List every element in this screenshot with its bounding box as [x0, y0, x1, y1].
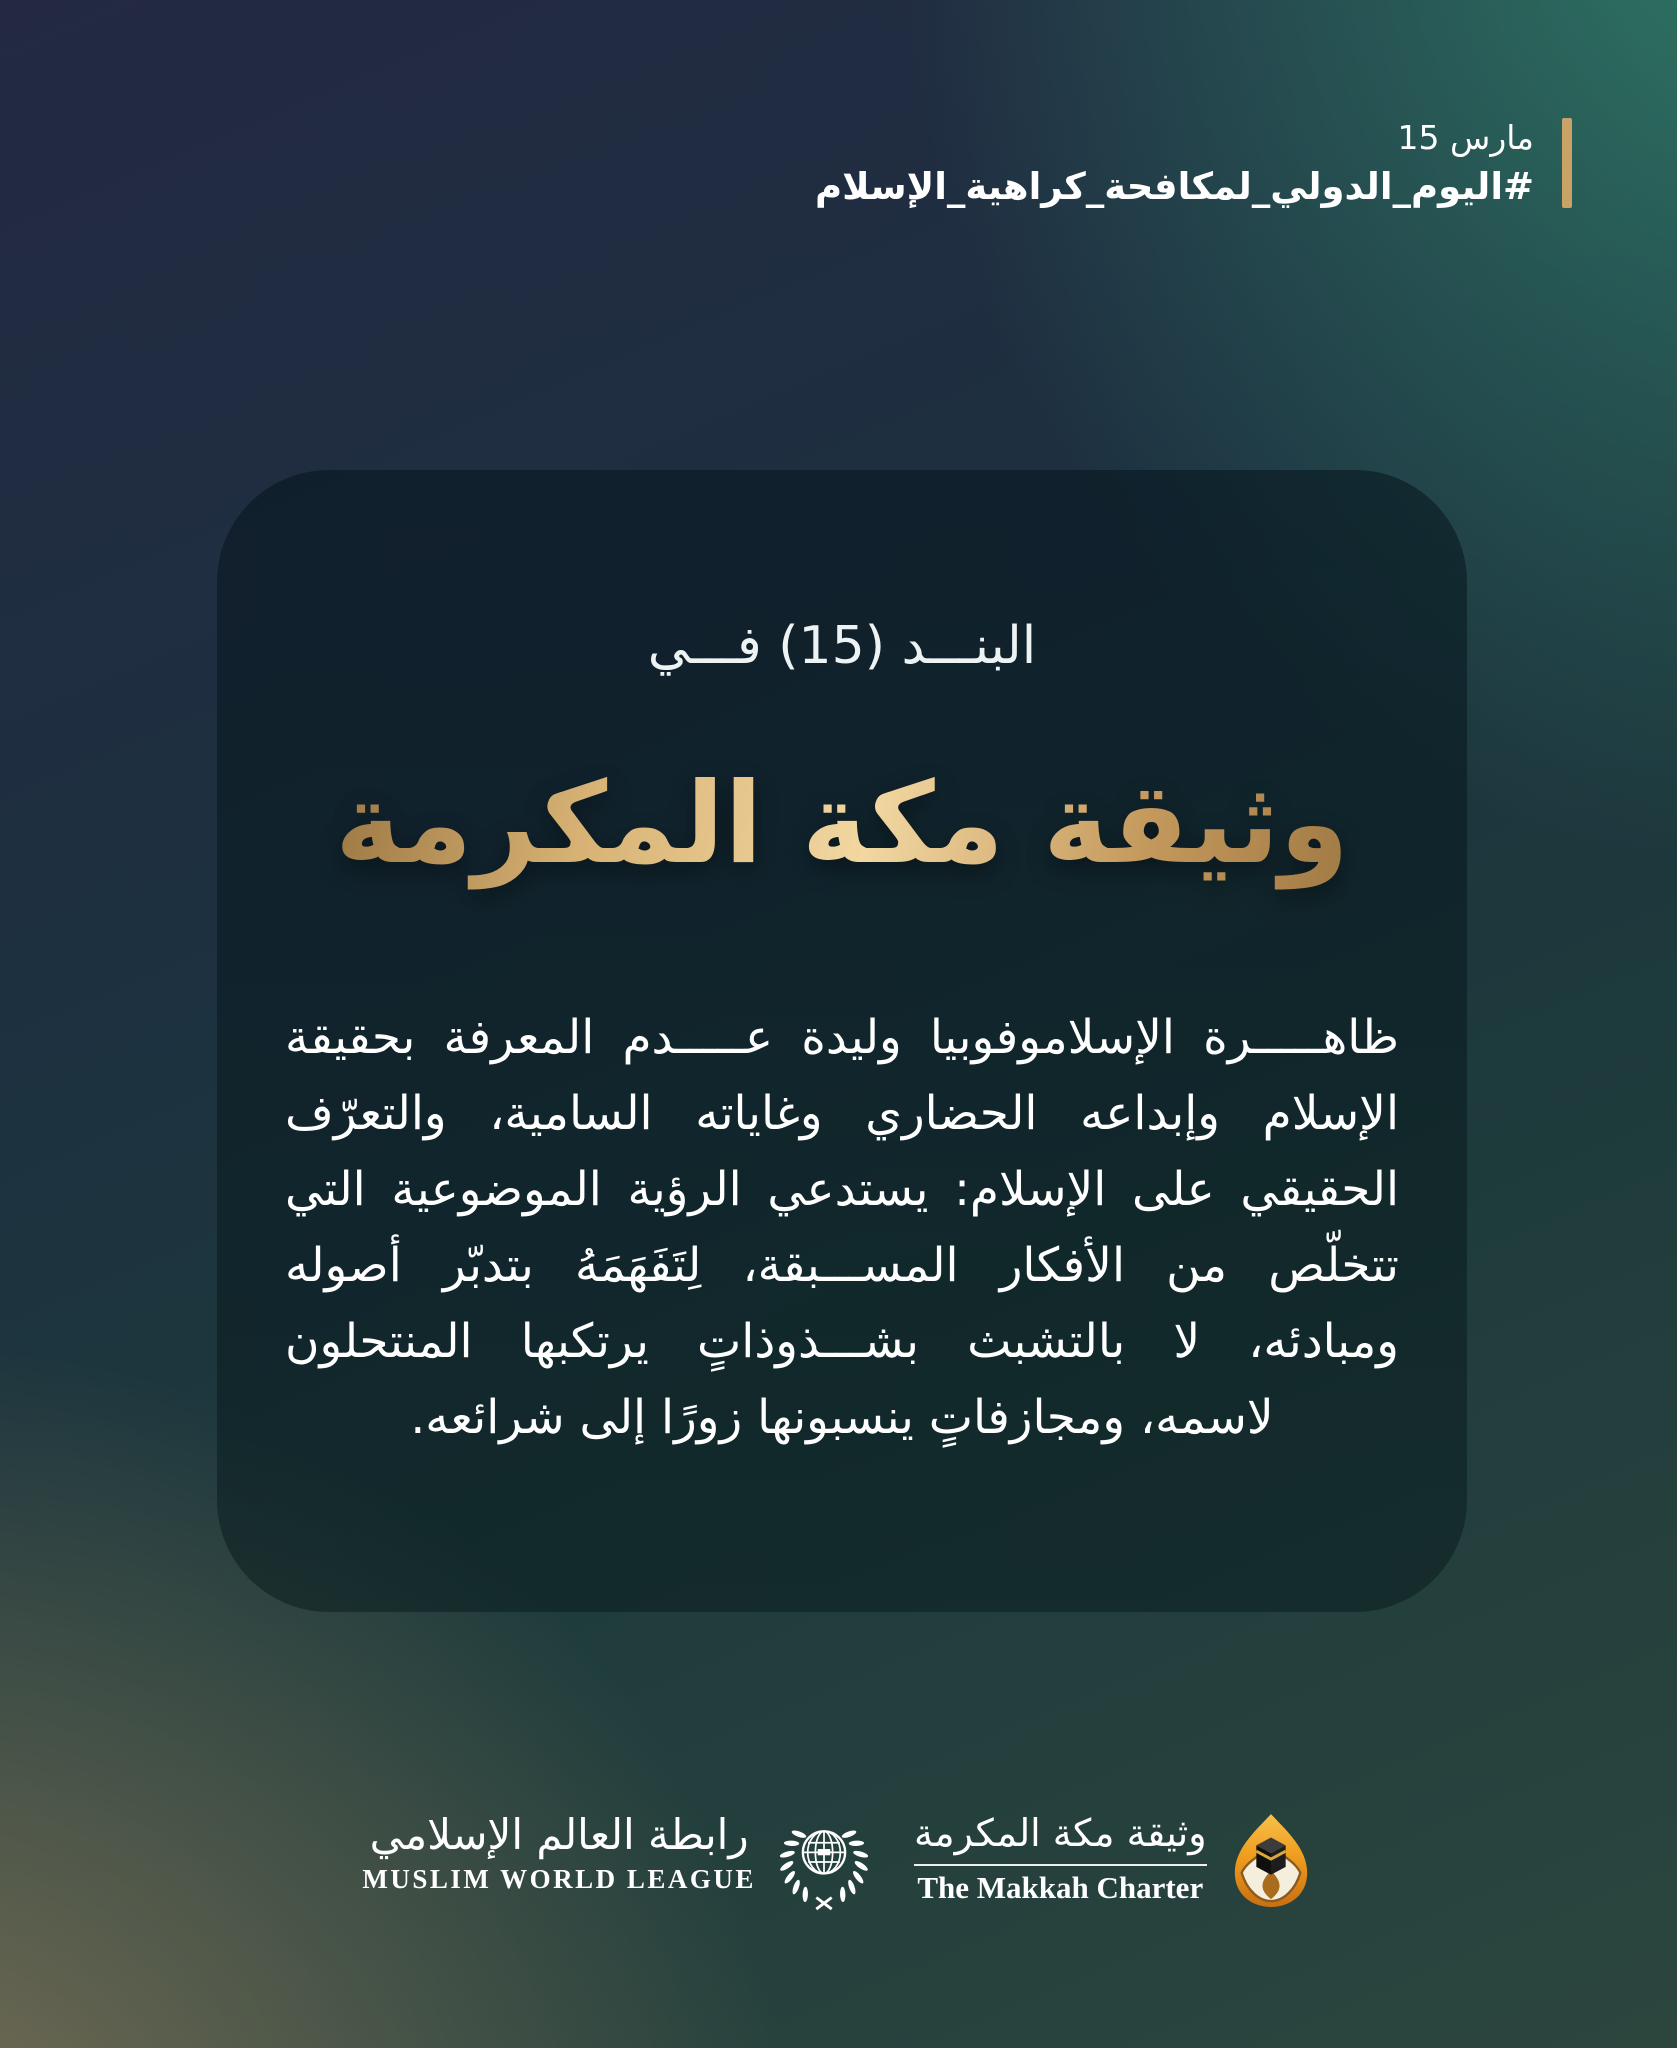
- mwl-english-name: MUSLIM WORLD LEAGUE: [362, 1864, 756, 1895]
- mwl-logo-text: [362, 1812, 756, 1895]
- footer-logos: [0, 1812, 1677, 1912]
- hashtag-text: #اليوم_الدولي_لمكافحة_كراهية_الإسلام: [815, 165, 1534, 208]
- mwl-wreath-globe-icon: [776, 1812, 872, 1912]
- kaaba-flame-hands-icon: [1227, 1812, 1315, 1910]
- charter-text-line: لاسمه، ومجازفاتٍ ينسبونها زورًا إلى شرائعه.: [410, 1390, 1274, 1445]
- date-text: مارس 15: [1397, 118, 1534, 157]
- charter-text-line: تتخلّص من الأفكار المســـبقة، لِتَفَهَمَهُ بتدبّر أصوله: [285, 1238, 1399, 1293]
- header-texts: [815, 118, 1534, 208]
- charter-divider: [914, 1864, 1207, 1866]
- charter-text-line: الحقيقي على الإسلام: يستدعي الرؤية الموضوعية التي: [285, 1162, 1399, 1217]
- charter-english-name: The Makkah Charter: [917, 1869, 1204, 1905]
- charter-text-line: الإسلام وإبداعه الحضاري وغاياته السامية، والتعرّف: [285, 1086, 1399, 1141]
- charter-article-text: [285, 1000, 1399, 1456]
- charter-card: [217, 470, 1467, 1612]
- muslim-world-league-logo: [362, 1812, 872, 1912]
- article-title: البنـــد (15) فـــي: [647, 616, 1037, 676]
- header: [815, 118, 1572, 208]
- charter-logo-text: [914, 1812, 1207, 1906]
- gold-accent-bar: [1562, 118, 1572, 208]
- makkah-charter-calligraphy: وثيقة مكة المكرمة: [217, 690, 1467, 958]
- charter-text-line: ومبادئه، لا بالتشبث بشـــذوذاتٍ يرتكبها المنتحلون: [285, 1314, 1399, 1369]
- mwl-arabic-name: رابطة العالم الإسلامي: [369, 1810, 749, 1859]
- makkah-charter-logo: [914, 1812, 1315, 1910]
- charter-arabic-name: وثيقة مكة المكرمة: [913, 1811, 1207, 1855]
- charter-text-line: ظاهـــــرة الإسلاموفوبيا وليدة عـــــدم المعرفة بحقيقة: [285, 1010, 1399, 1065]
